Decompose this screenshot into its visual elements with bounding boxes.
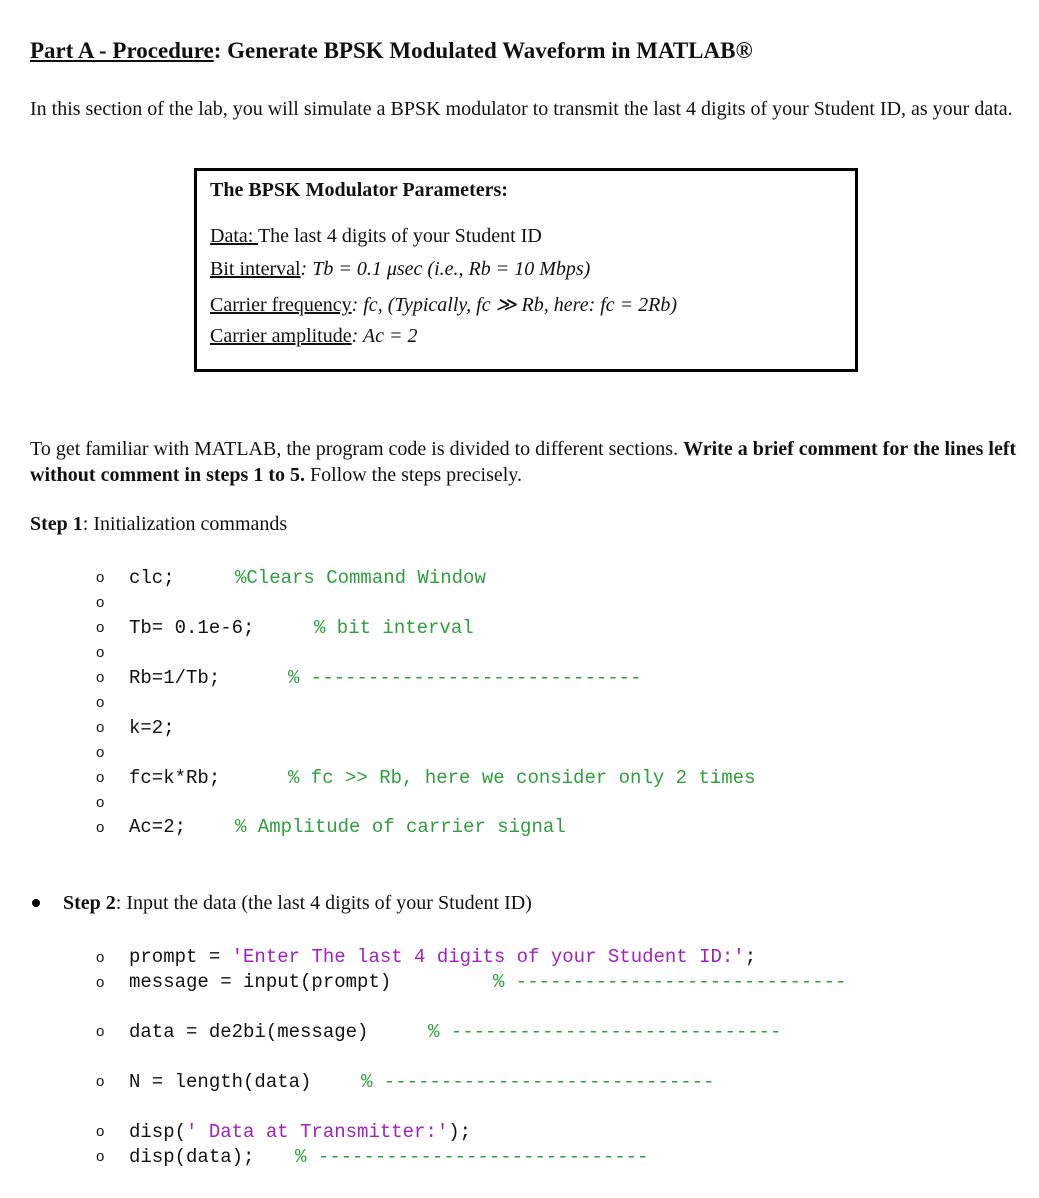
code-line-n: N = length(data) <box>129 1071 312 1093</box>
param-bit-value: : Tb = 0.1 μsec (i.e., Rb = 10 Mbps) <box>300 258 591 280</box>
bullet-icon: o <box>96 669 105 686</box>
param-amp-label: Carrier amplitude <box>210 325 352 347</box>
comment-disp2: % ----------------------------- <box>295 1146 649 1168</box>
instructions-text-b: Follow the steps precisely. <box>305 464 523 486</box>
bullet-icon: o <box>96 1123 105 1140</box>
comment-tb: % bit interval <box>314 617 474 639</box>
code-line-rb: Rb=1/Tb; <box>129 667 221 689</box>
bullet-icon: o <box>96 594 105 611</box>
step1-heading <box>30 513 287 536</box>
bullet-icon: o <box>96 719 105 736</box>
intro-paragraph: In this section of the lab, you will simulate a BPSK modulator to transmit the last 4 digits of your Student ID, as your data. <box>30 98 1013 120</box>
code-line-ac: Ac=2; <box>129 816 187 838</box>
bullet-icon: o <box>96 1073 105 1090</box>
comment-rb: % ----------------------------- <box>288 667 642 689</box>
comment-ac: % Amplitude of carrier signal <box>235 816 566 838</box>
step2-title: : Input the data (the last 4 digits of your Student ID) <box>115 892 532 914</box>
disp1-string: ' Data at Transmitter:' <box>186 1121 449 1143</box>
bullet-icon: o <box>96 569 105 586</box>
param-data <box>210 225 542 248</box>
param-carrier-value: : fc, (Typically, fc ≫ Rb, here: fc = 2Rb) <box>351 294 678 316</box>
code-line-tb: Tb= 0.1e-6; <box>129 617 255 639</box>
bullet-dot-icon <box>32 899 40 907</box>
code-line-k: k=2; <box>129 717 175 739</box>
param-bit-interval <box>210 258 590 281</box>
bullet-icon: o <box>96 974 105 991</box>
parameters-box-title: The BPSK Modulator Parameters: <box>210 179 508 201</box>
step1-label: Step 1 <box>30 513 83 535</box>
bullet-icon: o <box>96 744 105 761</box>
disp1-code: disp( <box>129 1121 187 1143</box>
page-title <box>30 38 753 64</box>
code-line-prompt <box>129 946 756 968</box>
bullet-icon: o <box>96 644 105 661</box>
instructions-paragraph <box>30 436 1020 488</box>
code-line-data: data = de2bi(message) <box>129 1021 369 1043</box>
title-part-label: Part A - Procedure <box>30 38 214 63</box>
param-data-label: Data: <box>210 225 258 247</box>
step2-heading <box>63 892 532 915</box>
comment-message: % ----------------------------- <box>493 971 847 993</box>
code-line-clc: clc; <box>129 567 175 589</box>
prompt-end: ; <box>744 946 757 968</box>
bullet-icon: o <box>96 794 105 811</box>
code-line-message: message = input(prompt) <box>129 971 392 993</box>
title-rest: : Generate BPSK Modulated Waveform in MATLAB® <box>213 38 753 63</box>
bullet-icon: o <box>96 949 105 966</box>
bullet-icon: o <box>96 769 105 786</box>
disp1-end: ); <box>448 1121 472 1143</box>
param-carrier-label: Carrier frequency <box>210 294 352 316</box>
bullet-icon: o <box>96 619 105 636</box>
code-line-disp2: disp(data); <box>129 1146 255 1168</box>
bullet-icon: o <box>96 694 105 711</box>
instructions-text-a: To get familiar with MATLAB, the program code is divided to different sections. <box>30 438 684 460</box>
comment-clc: %Clears Command Window <box>235 567 486 589</box>
bullet-icon: o <box>96 819 105 836</box>
comment-fc: % fc >> Rb, here we consider only 2 times <box>288 767 756 789</box>
param-carrier-frequency <box>210 292 677 317</box>
step1-title: : Initialization commands <box>82 513 288 535</box>
comment-data: % ----------------------------- <box>428 1021 782 1043</box>
step2-label: Step 2 <box>63 892 116 914</box>
bullet-icon: o <box>96 1148 105 1165</box>
instructions-text-bold: Write a brief comment for the lines left without comment in steps 1 to 5. <box>30 438 1017 486</box>
comment-n: % ----------------------------- <box>361 1071 715 1093</box>
param-bit-label: Bit interval <box>210 258 301 280</box>
bullet-icon: o <box>96 1023 105 1040</box>
code-line-disp1 <box>129 1121 471 1143</box>
param-amp-value: : Ac = 2 <box>351 325 418 347</box>
prompt-string: 'Enter The last 4 digits of your Student ID:' <box>231 946 745 968</box>
prompt-code: prompt = <box>129 946 232 968</box>
param-data-value: The last 4 digits of your Student ID <box>257 225 542 247</box>
param-carrier-amplitude <box>210 325 418 348</box>
code-line-fc: fc=k*Rb; <box>129 767 221 789</box>
